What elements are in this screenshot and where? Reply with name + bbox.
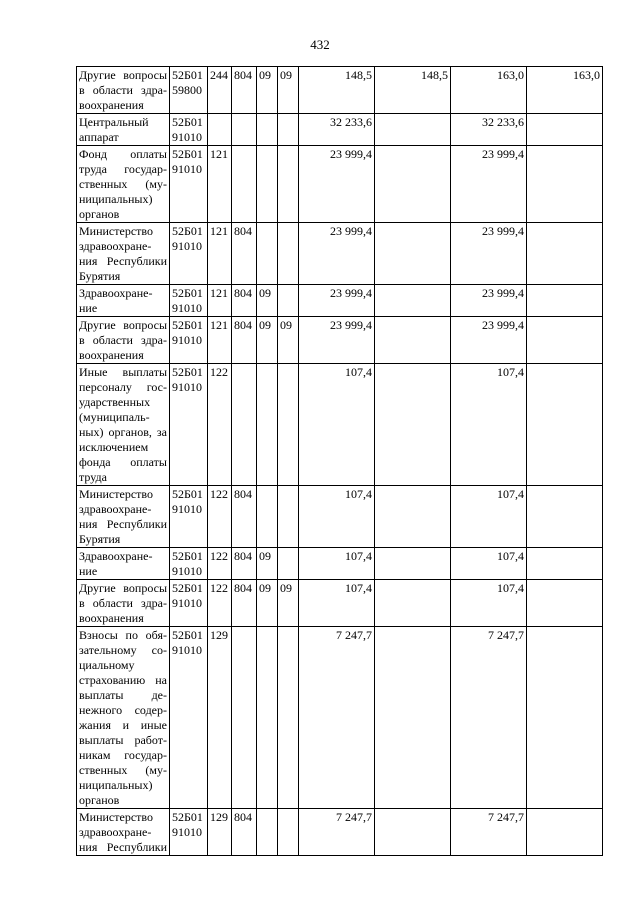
subsection-code <box>278 486 299 548</box>
ministry-code: 804 <box>232 548 257 580</box>
ministry-code: 804 <box>232 67 257 114</box>
expense-name-line: Другие вопросы <box>79 318 167 332</box>
expense-name-line: воохранения <box>79 98 144 112</box>
expense-name <box>77 223 170 285</box>
amount-col-2 <box>375 146 451 223</box>
expense-name <box>77 317 170 364</box>
page-number: 432 <box>310 37 330 52</box>
section-code <box>257 809 278 856</box>
expense-name-line: органов <box>79 207 120 221</box>
amount-col-4 <box>527 146 603 223</box>
target-code-line: 52Б01 <box>172 68 203 82</box>
amount-col-3: 23 999,4 <box>451 317 527 364</box>
expense-name-line: аппарат <box>79 130 119 144</box>
expense-name-line: Иные выплаты <box>79 365 167 379</box>
target-code <box>170 809 208 856</box>
expense-name <box>77 548 170 580</box>
amount-col-1: 7 247,7 <box>299 627 375 809</box>
target-code-line: 52Б01 <box>172 147 203 161</box>
expense-name-line: Другие вопросы <box>79 68 167 82</box>
amount-col-2 <box>375 223 451 285</box>
amount-col-4 <box>527 486 603 548</box>
expense-type-code: 121 <box>208 285 232 317</box>
budget-table <box>76 66 603 856</box>
subsection-code <box>278 285 299 317</box>
ministry-code: 804 <box>232 486 257 548</box>
expense-name-line: в области здра- <box>79 596 167 610</box>
expense-name-line: Бурятия <box>79 269 121 283</box>
expense-name-line: ниципальных) <box>79 192 153 206</box>
amount-col-4 <box>527 223 603 285</box>
amount-col-2 <box>375 317 451 364</box>
expense-name-line: страхованию на <box>79 673 167 687</box>
ministry-code: 804 <box>232 285 257 317</box>
expense-type-code: 121 <box>208 317 232 364</box>
expense-type-code: 121 <box>208 146 232 223</box>
section-code: 09 <box>257 548 278 580</box>
target-code-line: 59800 <box>172 83 202 97</box>
amount-col-2 <box>375 486 451 548</box>
expense-name-line: ние <box>79 301 98 315</box>
subsection-code <box>278 548 299 580</box>
expense-type-code: 129 <box>208 627 232 809</box>
expense-name-line: фонда оплаты <box>79 455 167 469</box>
target-code-line: 91010 <box>172 380 202 394</box>
target-code <box>170 67 208 114</box>
subsection-code: 09 <box>278 67 299 114</box>
amount-col-1: 107,4 <box>299 486 375 548</box>
expense-name-line: Другие вопросы <box>79 581 167 595</box>
amount-col-3: 32 233,6 <box>451 114 527 146</box>
expense-name <box>77 146 170 223</box>
expense-name-line: ния Республики <box>79 840 167 854</box>
expense-type-code: 122 <box>208 548 232 580</box>
expense-name-line: ударственных <box>79 395 151 409</box>
subsection-code <box>278 114 299 146</box>
expense-name-line: жания и иные <box>79 718 167 732</box>
amount-col-2 <box>375 548 451 580</box>
target-code <box>170 486 208 548</box>
expense-name-line: ственных (му- <box>79 763 167 777</box>
subsection-code: 09 <box>278 580 299 627</box>
amount-col-1: 107,4 <box>299 364 375 486</box>
amount-col-4 <box>527 364 603 486</box>
target-code-line: 91010 <box>172 333 202 347</box>
expense-name-line: ственных (му- <box>79 177 167 191</box>
target-code-line: 52Б01 <box>172 581 203 595</box>
expense-name <box>77 364 170 486</box>
target-code-line: 91010 <box>172 239 202 253</box>
expense-name-line: ниципальных) <box>79 778 153 792</box>
subsection-code <box>278 146 299 223</box>
table-row <box>77 114 603 146</box>
target-code <box>170 364 208 486</box>
section-code <box>257 364 278 486</box>
amount-col-3: 7 247,7 <box>451 809 527 856</box>
section-code <box>257 223 278 285</box>
target-code <box>170 317 208 364</box>
amount-col-1: 7 247,7 <box>299 809 375 856</box>
amount-col-1: 23 999,4 <box>299 317 375 364</box>
section-code <box>257 486 278 548</box>
table-row <box>77 580 603 627</box>
expense-name <box>77 285 170 317</box>
table-row <box>77 627 603 809</box>
table-row <box>77 317 603 364</box>
amount-col-1: 148,5 <box>299 67 375 114</box>
table-row <box>77 146 603 223</box>
subsection-code <box>278 364 299 486</box>
expense-name-line: Фонд оплаты <box>79 147 167 161</box>
table-row <box>77 486 603 548</box>
amount-col-3: 23 999,4 <box>451 146 527 223</box>
amount-col-4 <box>527 809 603 856</box>
amount-col-3: 107,4 <box>451 364 527 486</box>
target-code-line: 52Б01 <box>172 224 203 238</box>
amount-col-3: 107,4 <box>451 548 527 580</box>
target-code-line: 52Б01 <box>172 487 203 501</box>
section-code <box>257 114 278 146</box>
expense-type-code: 244 <box>208 67 232 114</box>
amount-col-1: 23 999,4 <box>299 223 375 285</box>
target-code-line: 91010 <box>172 564 202 578</box>
expense-type-code: 122 <box>208 364 232 486</box>
target-code <box>170 114 208 146</box>
amount-col-3: 107,4 <box>451 486 527 548</box>
expense-type-code: 122 <box>208 486 232 548</box>
target-code-line: 91010 <box>172 301 202 315</box>
expense-name-line: труда <box>79 470 107 484</box>
expense-name-line: никам государ- <box>79 748 167 762</box>
expense-name-line: Министерство <box>79 810 153 824</box>
table-row <box>77 67 603 114</box>
expense-name-line: в области здра- <box>79 83 167 97</box>
expense-name-line: ния Республики <box>79 254 167 268</box>
target-code <box>170 580 208 627</box>
expense-name-line: ние <box>79 564 98 578</box>
expense-name-line: Центральный <box>79 115 149 129</box>
section-code: 09 <box>257 580 278 627</box>
amount-col-3: 163,0 <box>451 67 527 114</box>
target-code-line: 91010 <box>172 130 202 144</box>
expense-name-line: Здравоохране- <box>79 549 153 563</box>
subsection-code <box>278 809 299 856</box>
expense-name-line: Министерство <box>79 224 153 238</box>
amount-col-4: 163,0 <box>527 67 603 114</box>
expense-name-line: органов <box>79 793 120 807</box>
expense-type-code: 121 <box>208 223 232 285</box>
target-code <box>170 223 208 285</box>
expense-name <box>77 580 170 627</box>
target-code <box>170 627 208 809</box>
expense-type-code <box>208 114 232 146</box>
target-code-line: 52Б01 <box>172 286 203 300</box>
amount-col-2 <box>375 809 451 856</box>
expense-name-line: Здравоохране- <box>79 286 153 300</box>
amount-col-1: 23 999,4 <box>299 285 375 317</box>
amount-col-4 <box>527 317 603 364</box>
target-code-line: 91010 <box>172 162 202 176</box>
table-row <box>77 285 603 317</box>
section-code: 09 <box>257 285 278 317</box>
section-code <box>257 146 278 223</box>
amount-col-2 <box>375 627 451 809</box>
amount-col-2 <box>375 364 451 486</box>
ministry-code <box>232 146 257 223</box>
target-code <box>170 285 208 317</box>
target-code-line: 52Б01 <box>172 318 203 332</box>
subsection-code <box>278 627 299 809</box>
amount-col-3: 23 999,4 <box>451 223 527 285</box>
expense-name-line: здравоохране- <box>79 239 152 253</box>
amount-col-2 <box>375 580 451 627</box>
amount-col-3: 23 999,4 <box>451 285 527 317</box>
ministry-code <box>232 627 257 809</box>
target-code-line: 52Б01 <box>172 810 203 824</box>
amount-col-2 <box>375 114 451 146</box>
target-code-line: 91010 <box>172 825 202 839</box>
expense-name-line: ния Республики <box>79 517 167 531</box>
target-code <box>170 548 208 580</box>
target-code-line: 52Б01 <box>172 549 203 563</box>
amount-col-4 <box>527 580 603 627</box>
amount-col-1: 32 233,6 <box>299 114 375 146</box>
expense-name-line: Взносы по обя- <box>79 628 167 642</box>
target-code-line: 52Б01 <box>172 365 203 379</box>
expense-name-line: Министерство <box>79 487 153 501</box>
amount-col-1: 23 999,4 <box>299 146 375 223</box>
ministry-code: 804 <box>232 809 257 856</box>
expense-name-line: (муниципаль- <box>79 410 150 424</box>
expense-name <box>77 114 170 146</box>
amount-col-3: 7 247,7 <box>451 627 527 809</box>
target-code <box>170 146 208 223</box>
ministry-code <box>232 364 257 486</box>
section-code: 09 <box>257 317 278 364</box>
target-code-line: 52Б01 <box>172 628 203 642</box>
subsection-code <box>278 223 299 285</box>
expense-name-line: воохранения <box>79 611 144 625</box>
amount-col-1: 107,4 <box>299 580 375 627</box>
target-code-line: 91010 <box>172 502 202 516</box>
ministry-code: 804 <box>232 317 257 364</box>
amount-col-2: 148,5 <box>375 67 451 114</box>
expense-name-line: исключением <box>79 440 149 454</box>
target-code-line: 91010 <box>172 643 202 657</box>
expense-name-line: нежного содер- <box>79 703 167 717</box>
table-row <box>77 548 603 580</box>
expense-type-code: 122 <box>208 580 232 627</box>
expense-name-line: ных) органов, за <box>79 425 167 439</box>
amount-col-4 <box>527 548 603 580</box>
section-code <box>257 627 278 809</box>
expense-name-line: здравоохране- <box>79 825 152 839</box>
expense-name <box>77 627 170 809</box>
expense-name-line: труда государ- <box>79 162 167 176</box>
expense-name-line: персоналу гос- <box>79 380 167 394</box>
amount-col-3: 107,4 <box>451 580 527 627</box>
expense-name-line: выплаты работ- <box>79 733 167 747</box>
ministry-code <box>232 114 257 146</box>
ministry-code: 804 <box>232 580 257 627</box>
table-row <box>77 223 603 285</box>
budget-table-body <box>77 67 603 856</box>
amount-col-4 <box>527 627 603 809</box>
expense-name <box>77 809 170 856</box>
expense-name-line: зательному со- <box>79 643 167 657</box>
expense-name-line: циальному <box>79 658 135 672</box>
expense-name-line: здравоохране- <box>79 502 152 516</box>
expense-name-line: воохранения <box>79 348 144 362</box>
expense-type-code: 129 <box>208 809 232 856</box>
amount-col-4 <box>527 285 603 317</box>
ministry-code: 804 <box>232 223 257 285</box>
amount-col-1: 107,4 <box>299 548 375 580</box>
expense-name-line: выплаты де- <box>79 688 167 702</box>
amount-col-4 <box>527 114 603 146</box>
target-code-line: 52Б01 <box>172 115 203 129</box>
subsection-code: 09 <box>278 317 299 364</box>
expense-name <box>77 67 170 114</box>
expense-name-line: Бурятия <box>79 532 121 546</box>
table-row <box>77 809 603 856</box>
section-code: 09 <box>257 67 278 114</box>
table-row <box>77 364 603 486</box>
expense-name <box>77 486 170 548</box>
amount-col-2 <box>375 285 451 317</box>
expense-name-line: в области здра- <box>79 333 167 347</box>
target-code-line: 91010 <box>172 596 202 610</box>
